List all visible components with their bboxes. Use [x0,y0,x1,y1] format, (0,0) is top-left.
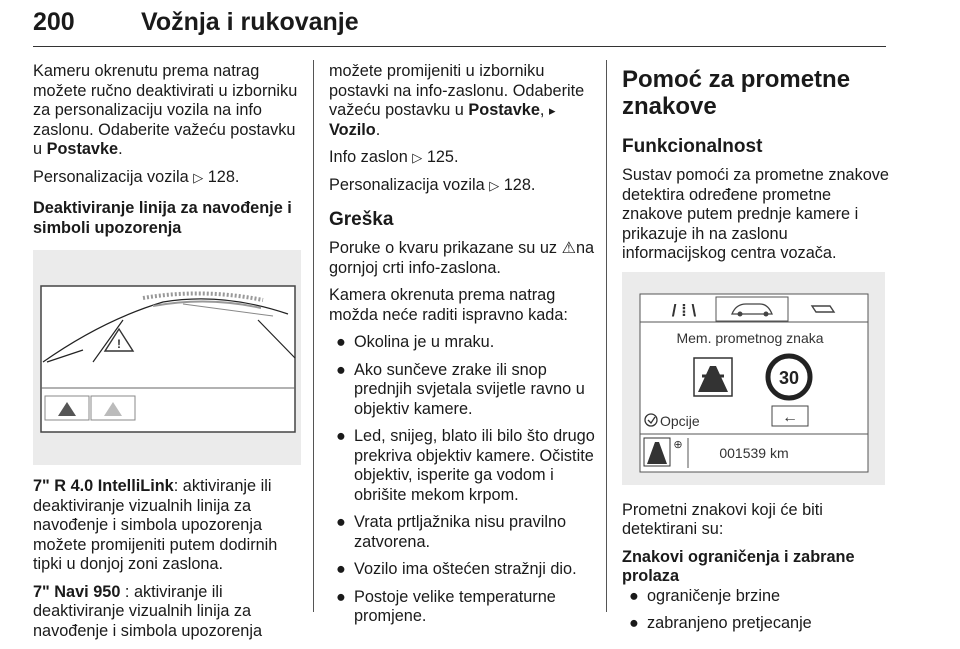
paragraph: 7" Navi 950 : aktiviranje ili deaktiviranje vizualnih linija za navođenje i simbola upozorenja [33,582,262,640]
driver-info-centre-illustration [622,272,885,485]
list-item: ● Postoje velike temperaturne promjene. [336,587,556,625]
paragraph: Info zaslon ▷ 125. [329,148,459,166]
section-title: Pomoć za prometne znakove [622,66,851,120]
options-label: Opcije [660,412,700,429]
page-number: 200 [33,8,75,36]
subsection-heading: Funkcionalnost [622,136,763,157]
paragraph: Poruke o kvaru prikazane su uz ⚠na gornjoj crti info-zaslona. [329,239,595,277]
ref-arrow-icon: ▷ [193,169,204,185]
paragraph: Kamera okrenuta prema natrag možda neće raditi ispravno kada: [329,286,568,324]
paragraph: Kameru okrenutu prema natrag možete ručno deaktivirati u izborniku za personalizaciju vozila na info zaslonu. Odaberite važeću postavku u Postavke. [33,62,298,158]
menu-arrow-icon: ▸ [548,103,556,118]
warning-icon: ⚠ [561,240,576,257]
column-2 [329,62,601,635]
svg-text:/ ⁞ \: / ⁞ \ [671,300,697,320]
list-item: ● Led, snijeg, blato ili bilo što drugo prekriva objektiv kamere. Očistite objektiv, isperite ga vodom i obrišite mekom krpom. [336,427,595,504]
column-divider [606,60,607,612]
column-1 [33,62,301,649]
rear-camera-illustration [33,250,301,465]
detected-signs-list [622,587,890,634]
subheading: Deaktiviranje linija za navođenje i simboli upozorenja [33,199,292,237]
list-item: ● Ako sunčeve zrake ili snop prednjih svjetala svijetle ravno u objektiv kamere. [336,360,585,418]
list-item: ● zabranjeno pretjecanje [629,614,812,632]
paragraph: Prometni znakovi koji će biti detektirani su: [622,500,823,538]
subheading: Znakovi ograničenja i zabrane prolaza [622,547,855,585]
paragraph: možete promijeniti u izborniku postavki na info-zaslonu. Odaberite važeću postavku u Postavke, ▸ Vozilo. [329,62,585,139]
list-item: ● Vrata prtljažnika nisu pravilno zatvorena. [336,513,567,551]
ref-arrow-icon: ▷ [489,177,500,193]
ref-arrow-icon: ▷ [412,150,423,165]
column-3 [622,62,890,642]
paragraph: Sustav pomoći za prometne znakove detektira određene prometne znakove putem prednje kamere i prikazuje ih na zaslonu informacijskog centra vozača. [622,166,889,262]
paragraph: Personalizacija vozila ▷ 128. [33,167,240,186]
odometer-value: 001539 km [719,444,789,461]
list-item: ● Okolina je u mraku. [336,333,495,351]
rear-camera-display-figure [33,250,301,465]
list-item: ● Vozilo ima oštećen stražnji dio. [336,560,577,578]
svg-text:!: ! [117,337,121,351]
paragraph: 7" R 4.0 IntelliLink: aktiviranje ili deaktiviranje vizualnih linija za navođenje i simbola upozorenja možete promijeniti putem dodirnih tipki u donjoj zoni zaslona. [33,477,278,573]
fault-conditions-list [329,333,601,627]
back-arrow-icon: ← [782,408,798,426]
svg-text:⊕: ⊕ [673,438,683,451]
column-divider [313,60,314,612]
page-header [33,6,886,47]
list-item: ● ograničenje brzine [629,586,781,605]
paragraph: Personalizacija vozila ▷ 128. [329,175,536,194]
traffic-sign-display-figure [622,272,885,485]
chapter-title: Vožnja i rukovanje [141,8,359,36]
section-heading: Greška [329,209,394,230]
menu-title: Mem. prometnog znaka [676,329,824,346]
speed-limit-value: 30 [778,367,800,388]
